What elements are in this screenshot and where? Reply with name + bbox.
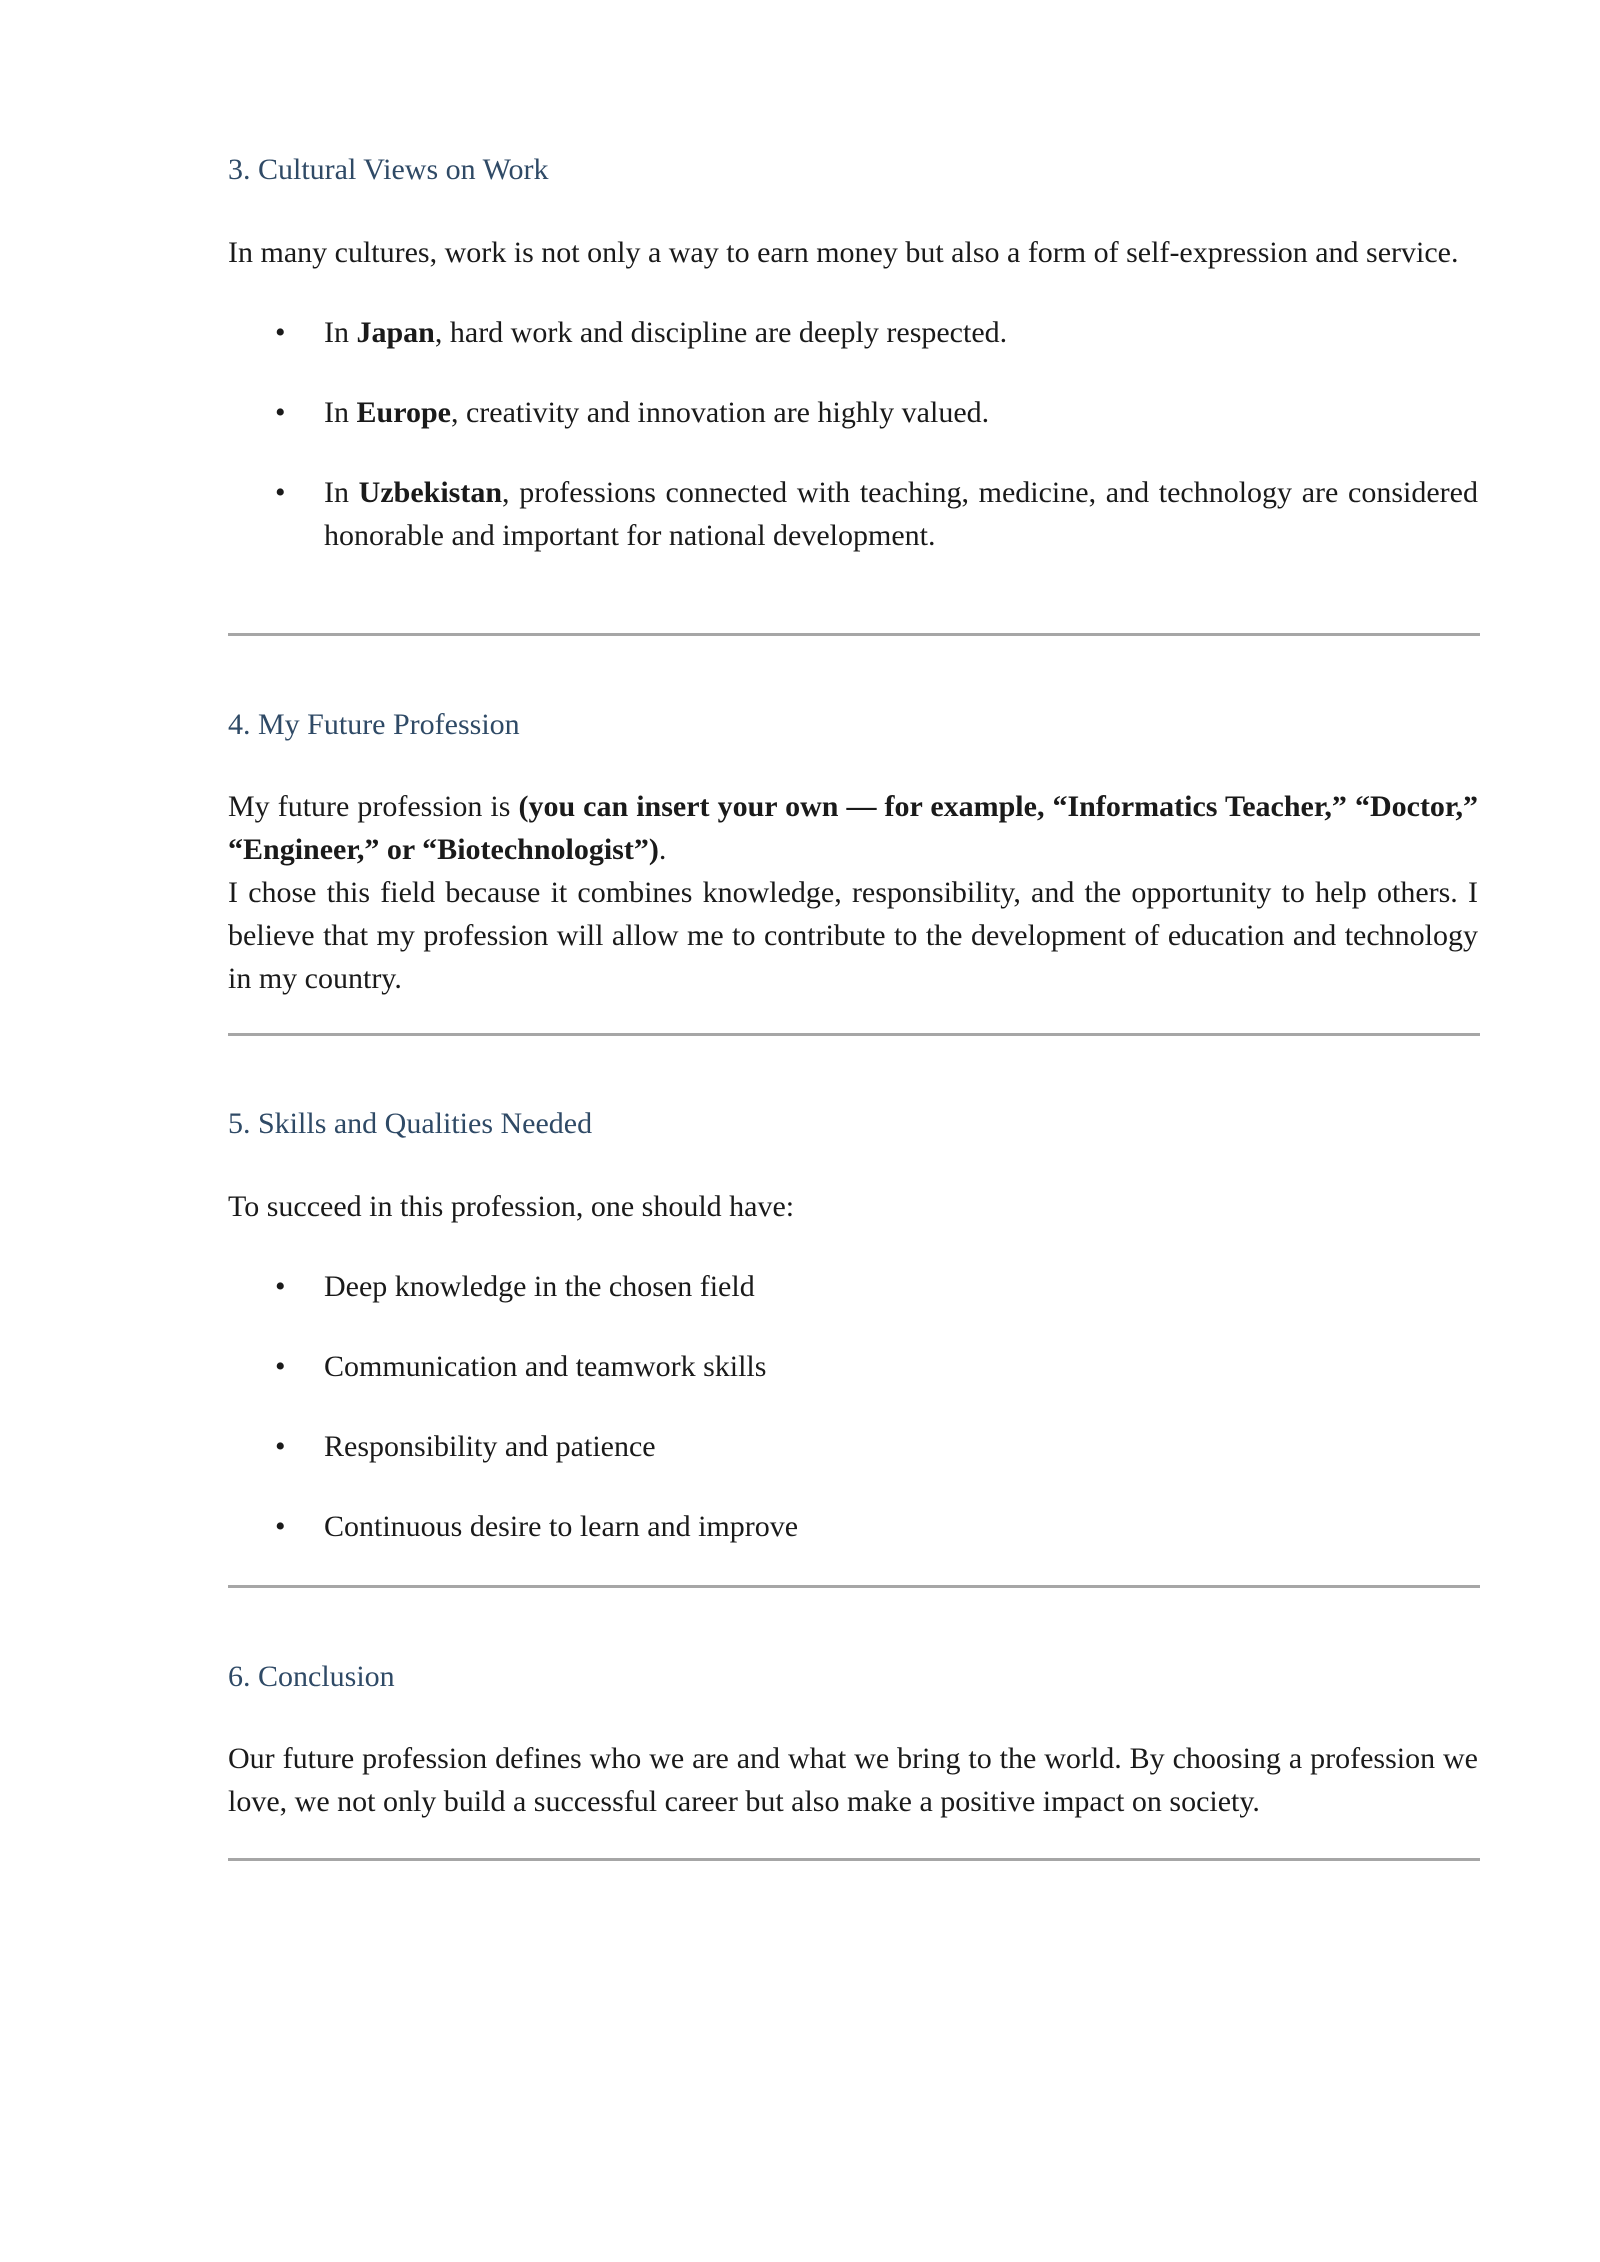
section-divider: [228, 1858, 1480, 1861]
item-text: Communication and teamwork skills: [324, 1350, 767, 1383]
item-text: , professions connected with teaching, medicine, and technology are considered honorable and important for national development.: [324, 476, 1478, 552]
section-heading: 5. Skills and Qualities Needed: [228, 1107, 593, 1140]
country-name: Uzbekistan: [358, 476, 503, 509]
section-skills: [228, 1104, 1478, 1548]
list-item: [228, 1425, 1478, 1468]
item-text: Continuous desire to learn and improve: [324, 1510, 799, 1543]
profession-body: I chose this field because it combines knowledge, responsibility, and the opportunity to help others. I believe that my profession will allow me to contribute to the development of education and technology in my country.: [228, 876, 1478, 995]
profession-placeholder: (you can insert your own — for example, “Informatics Teacher,” “Doctor,” “Engineer,” or “Biotechnologist”): [228, 790, 1478, 866]
item-prefix: In: [324, 396, 357, 429]
item-text: , hard work and discipline are deeply respected.: [434, 316, 1008, 349]
section-intro: To succeed in this profession, one should have:: [228, 1190, 795, 1223]
bullet-glyph: •: [275, 1510, 286, 1543]
country-name: Europe: [356, 396, 451, 429]
bullet-glyph: •: [275, 1430, 286, 1463]
list-item: [228, 1265, 1478, 1308]
statement-prefix: My future profession is: [228, 790, 519, 823]
bullet-glyph: •: [275, 476, 286, 509]
item-prefix: In: [324, 316, 357, 349]
list-item: [228, 1505, 1478, 1548]
list-item: [228, 1345, 1478, 1388]
country-name: Japan: [356, 316, 435, 349]
bullet-list: [228, 1265, 1478, 1548]
list-item: [228, 311, 1478, 354]
list-item: [228, 471, 1478, 557]
list-item: [228, 391, 1478, 434]
bullet-glyph: •: [275, 1350, 286, 1383]
statement-suffix: .: [658, 833, 667, 866]
section-cultural-views: [228, 150, 1478, 557]
bullet-glyph: •: [275, 316, 286, 349]
profession-statement: [228, 785, 1478, 871]
bullet-glyph: •: [275, 396, 286, 429]
item-text: Deep knowledge in the chosen field: [324, 1270, 755, 1303]
conclusion-body: Our future profession defines who we are and what we bring to the world. By choosing a profession we love, we not only build a successful career but also make a positive impact on society.: [228, 1742, 1478, 1818]
item-prefix: In: [324, 476, 359, 509]
bullet-glyph: •: [275, 1270, 286, 1303]
section-conclusion: [228, 1657, 1478, 1823]
section-divider: [228, 1585, 1480, 1588]
section-heading: 6. Conclusion: [228, 1660, 395, 1693]
section-divider: [228, 633, 1480, 636]
item-text: Responsibility and patience: [324, 1430, 656, 1463]
bullet-list: [228, 311, 1478, 557]
section-future-profession: [228, 705, 1478, 1000]
section-heading: 3. Cultural Views on Work: [228, 153, 549, 186]
section-heading: 4. My Future Profession: [228, 708, 520, 741]
section-divider: [228, 1033, 1480, 1036]
section-intro: In many cultures, work is not only a way to earn money but also a form of self-expression and service.: [228, 236, 1459, 269]
item-text: , creativity and innovation are highly valued.: [450, 396, 990, 429]
